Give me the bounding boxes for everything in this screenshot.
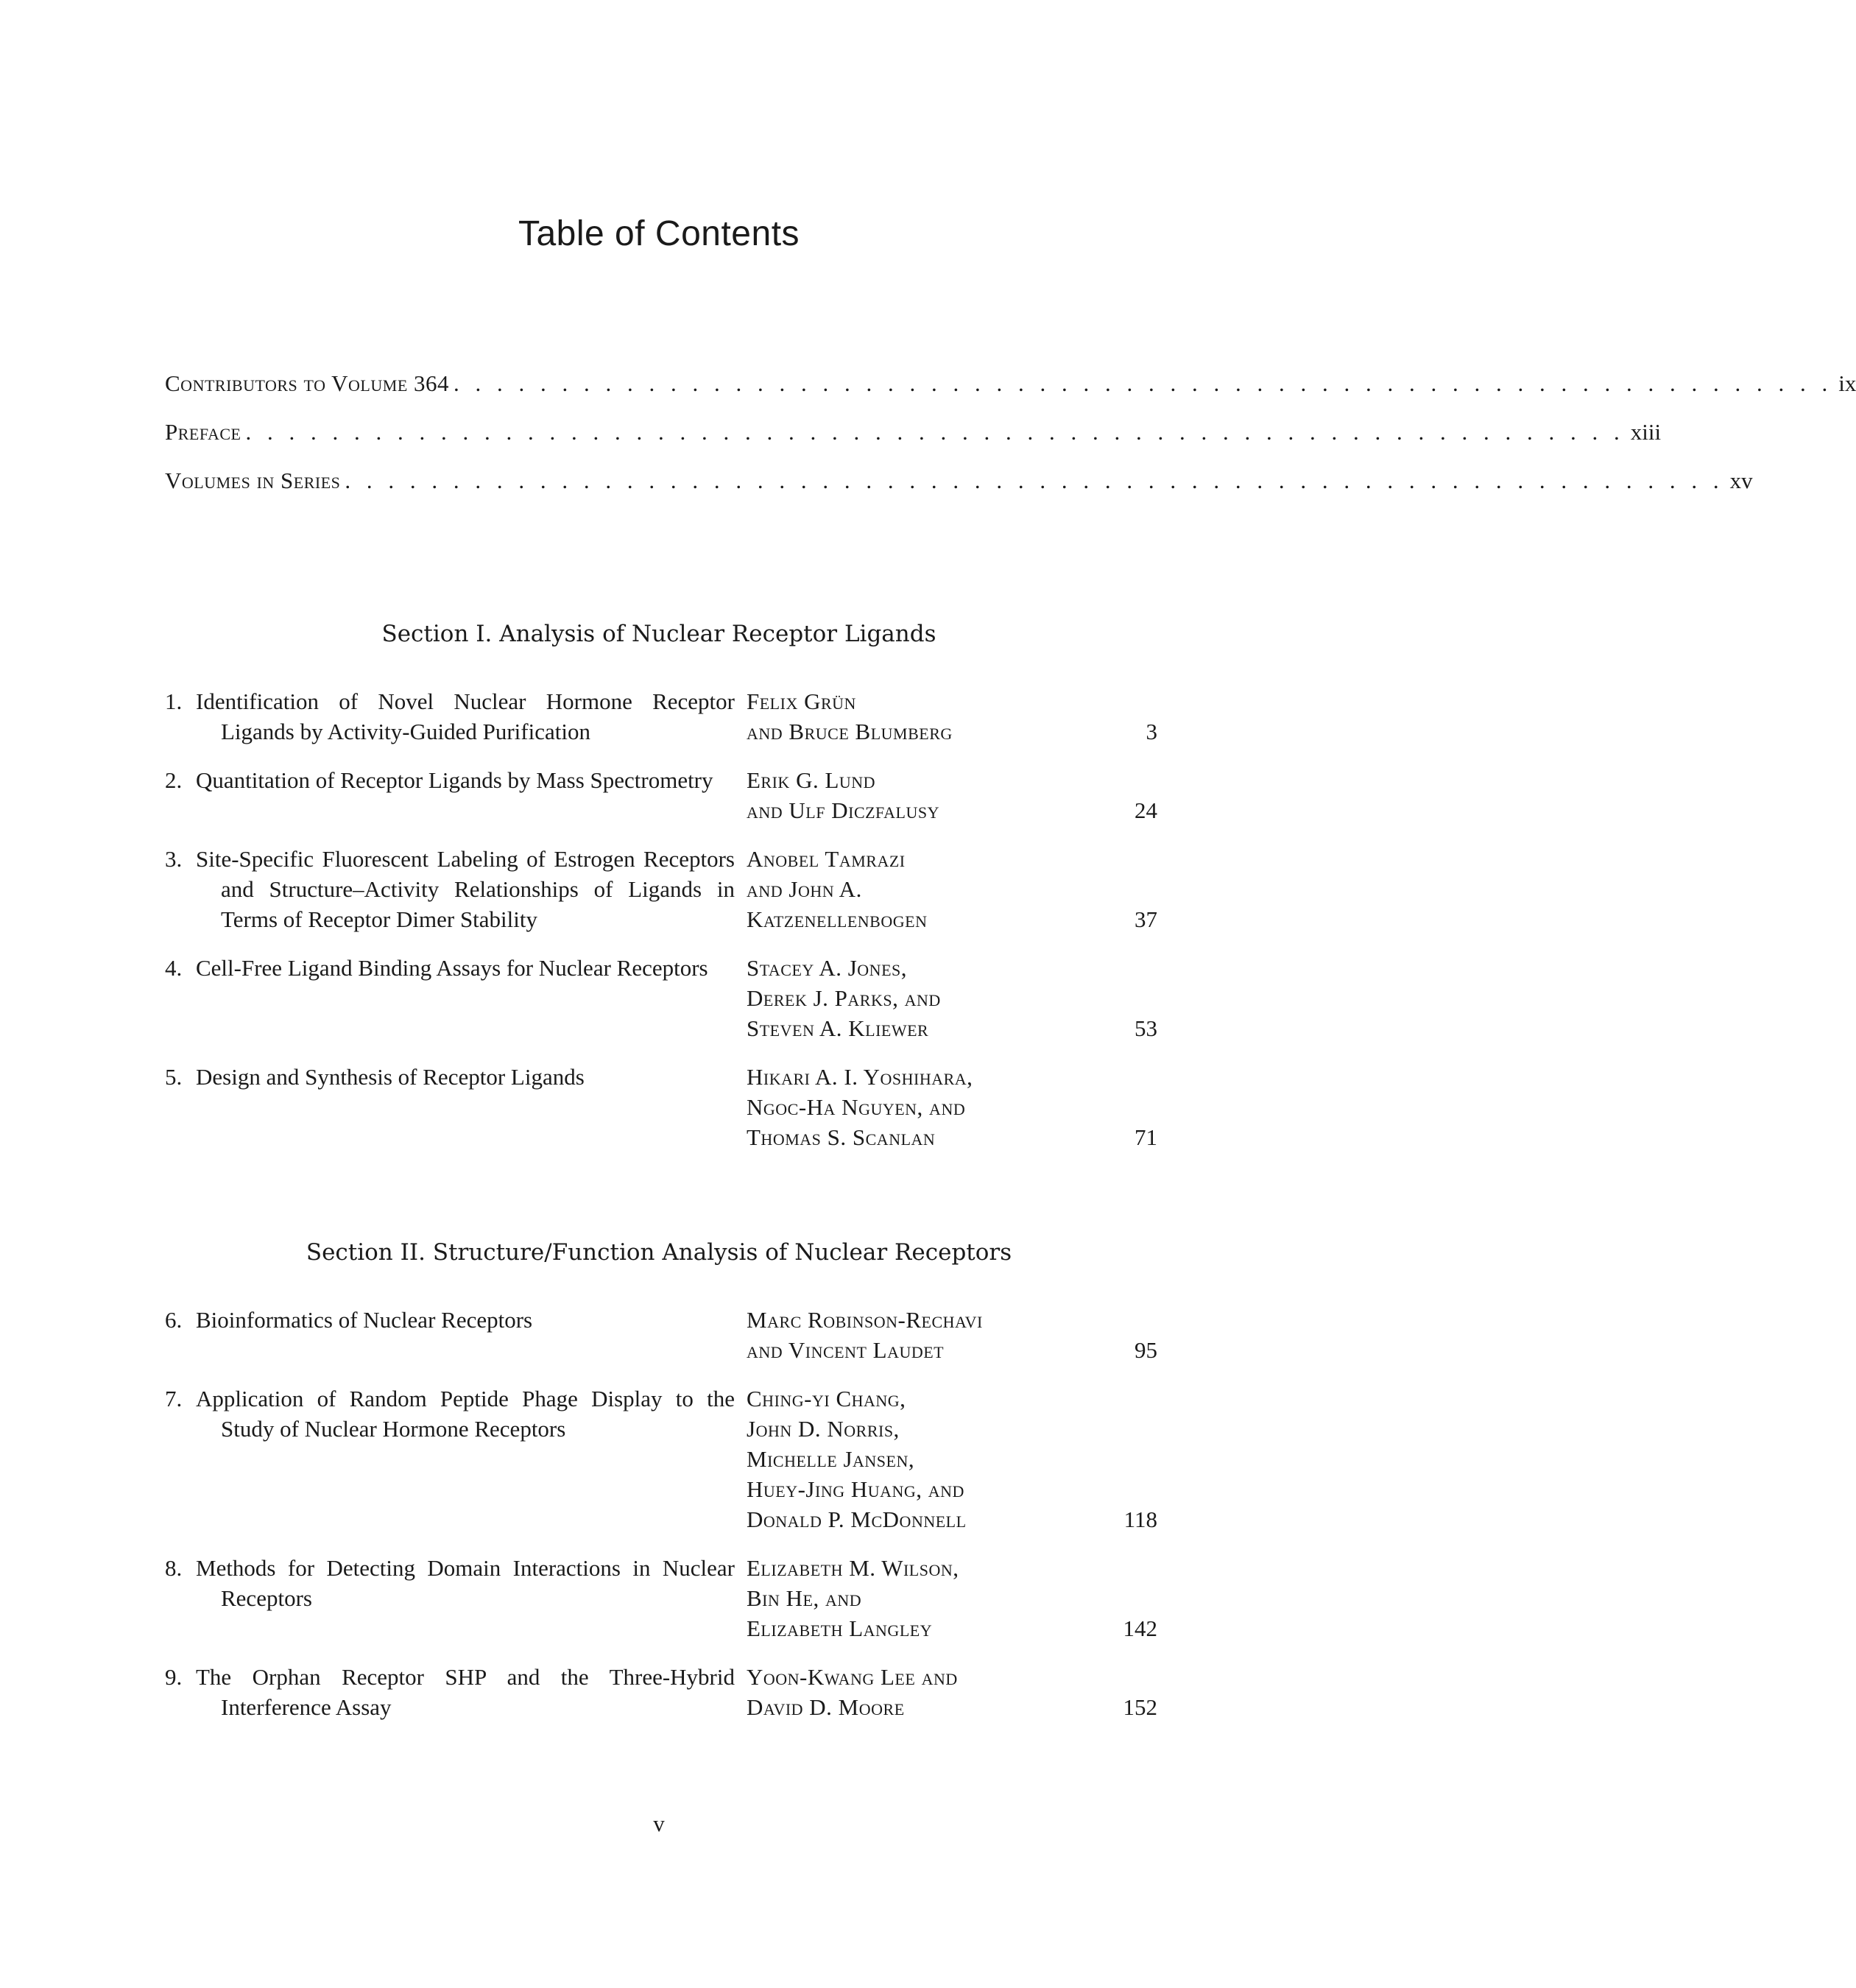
author-line: Hikari A. I. Yoshihara, bbox=[747, 1064, 973, 1090]
entry-number: 8. bbox=[165, 1555, 183, 1581]
toc-entry bbox=[165, 844, 1157, 934]
author-line: Elizabeth Langley bbox=[747, 1615, 933, 1641]
author-line: Huey-Jing Huang, and bbox=[747, 1476, 964, 1502]
section-heading-2: Section II. Structure/Function Analysis of Nuclear Receptors bbox=[306, 1239, 1012, 1266]
entry-title: Quantitation of Receptor Ligands by Mass Spectrometry bbox=[196, 767, 713, 793]
author-line: and Ulf Diczfalusy bbox=[747, 797, 939, 823]
dot-leader: . . . . . . . . . . . . . . . . . . . . . . . . . . . . . . . . . . . . . . . . . . . . . . . . . . . . . . . . . . . . . . . . bbox=[454, 370, 1833, 396]
entry-authors bbox=[747, 765, 1070, 825]
section-heading-1: Section I. Analysis of Nuclear Receptor Ligands bbox=[381, 621, 936, 647]
dot-leader: . . . . . . . . . . . . . . . . . . . . . . . . . . . . . . . . . . . . . . . . . . . . . . . . . . . . . . . . . . . . . . . . bbox=[345, 468, 1724, 493]
toc-entry bbox=[165, 1662, 1157, 1722]
entry-authors bbox=[747, 686, 1070, 747]
entry-page: 3 bbox=[1146, 719, 1157, 744]
entry-title: Identification of Novel Nuclear Hormone Receptor Ligands by Activity-Guided Purification bbox=[196, 688, 735, 744]
author-line: Derek J. Parks, and bbox=[747, 985, 941, 1011]
author-line: Marc Robinson-Rechavi bbox=[747, 1307, 983, 1333]
toc-entry bbox=[165, 1553, 1157, 1643]
entry-number: 1. bbox=[165, 688, 183, 714]
author-line: Erik G. Lund bbox=[747, 767, 876, 793]
section-2-entries bbox=[165, 1305, 1157, 1741]
entry-authors bbox=[747, 1384, 1070, 1534]
front-matter-page: xiii bbox=[1630, 419, 1662, 445]
entry-title: Design and Synthesis of Receptor Ligands bbox=[196, 1064, 585, 1090]
entry-title: Site-Specific Fluorescent Labeling of Estrogen Receptors and Structure–Activity Relationships of Ligands in Terms of Receptor Dimer Stability bbox=[196, 846, 735, 932]
entry-number: 3. bbox=[165, 846, 183, 872]
front-matter-label: Contributors to Volume 364 bbox=[165, 370, 450, 396]
entry-title: Methods for Detecting Domain Interactions in Nuclear Receptors bbox=[196, 1555, 735, 1611]
author-line: Donald P. McDonnell bbox=[747, 1506, 967, 1532]
page-folio: v bbox=[653, 1811, 665, 1836]
front-matter-item-contributors bbox=[165, 368, 1856, 417]
author-line: David D. Moore bbox=[747, 1694, 905, 1720]
entry-title: Cell-Free Ligand Binding Assays for Nuclear Receptors bbox=[196, 955, 708, 981]
entry-page: 118 bbox=[1123, 1506, 1157, 1532]
front-matter-label: Volumes in Series bbox=[165, 468, 341, 493]
author-line: and John A. bbox=[747, 876, 862, 902]
author-line: and Vincent Laudet bbox=[747, 1337, 945, 1363]
entry-page: 142 bbox=[1123, 1615, 1157, 1641]
entry-authors bbox=[747, 1062, 1070, 1152]
entry-title: Bioinformatics of Nuclear Receptors bbox=[196, 1307, 533, 1333]
entry-number: 5. bbox=[165, 1064, 183, 1090]
toc-entry bbox=[165, 953, 1157, 1043]
author-line: Ngoc-Ha Nguyen, and bbox=[747, 1094, 966, 1120]
entry-authors bbox=[747, 1553, 1070, 1643]
author-line: Anobel Tamrazi bbox=[747, 846, 906, 872]
toc-entry bbox=[165, 1062, 1157, 1152]
author-line: Elizabeth M. Wilson, bbox=[747, 1555, 959, 1581]
author-line: Thomas S. Scanlan bbox=[747, 1124, 936, 1150]
entry-authors bbox=[747, 844, 1070, 934]
entry-page: 24 bbox=[1135, 797, 1157, 823]
entry-page: 71 bbox=[1135, 1124, 1157, 1150]
entry-page: 53 bbox=[1135, 1015, 1157, 1041]
front-matter-page: ix bbox=[1838, 370, 1856, 396]
dot-leader: . . . . . . . . . . . . . . . . . . . . . . . . . . . . . . . . . . . . . . . . . . . . . . . . . . . . . . . . . . . . . . . . bbox=[245, 419, 1625, 445]
author-line: Katzenellenbogen bbox=[747, 906, 928, 932]
author-line: Bin He, and bbox=[747, 1585, 862, 1611]
page-title: Table of Contents bbox=[518, 214, 800, 253]
front-matter-list bbox=[165, 368, 1856, 514]
toc-entry bbox=[165, 765, 1157, 825]
author-line: Yoon-Kwang Lee and bbox=[747, 1664, 958, 1690]
author-line: Stacey A. Jones, bbox=[747, 955, 907, 981]
entry-authors bbox=[747, 1662, 1070, 1722]
entry-page: 152 bbox=[1123, 1694, 1157, 1720]
entry-number: 2. bbox=[165, 767, 183, 793]
front-matter-item-preface bbox=[165, 417, 1662, 465]
entry-page: 37 bbox=[1135, 906, 1157, 932]
author-line: Michelle Jansen, bbox=[747, 1446, 915, 1472]
entry-authors bbox=[747, 1305, 1070, 1365]
front-matter-item-volumes-in-series bbox=[165, 465, 1753, 514]
entry-number: 4. bbox=[165, 955, 183, 981]
author-line: Ching-yi Chang, bbox=[747, 1386, 906, 1411]
author-line: Felix Grün bbox=[747, 688, 856, 714]
toc-entry bbox=[165, 1384, 1157, 1534]
section-1-entries bbox=[165, 686, 1157, 1171]
entry-authors bbox=[747, 953, 1070, 1043]
front-matter-label: Preface bbox=[165, 419, 241, 445]
toc-entry bbox=[165, 686, 1157, 747]
entry-number: 7. bbox=[165, 1386, 183, 1411]
entry-title: Application of Random Peptide Phage Display to the Study of Nuclear Hormone Receptors bbox=[196, 1386, 735, 1442]
entry-page: 95 bbox=[1135, 1337, 1157, 1363]
toc-entry bbox=[165, 1305, 1157, 1365]
author-line: and Bruce Blumberg bbox=[747, 719, 953, 744]
author-line: John D. Norris, bbox=[747, 1416, 900, 1442]
front-matter-page: xv bbox=[1729, 468, 1753, 493]
author-line: Steven A. Kliewer bbox=[747, 1015, 929, 1041]
entry-title: The Orphan Receptor SHP and the Three-Hybrid Interference Assay bbox=[196, 1664, 735, 1720]
entry-number: 9. bbox=[165, 1664, 183, 1690]
entry-number: 6. bbox=[165, 1307, 183, 1333]
